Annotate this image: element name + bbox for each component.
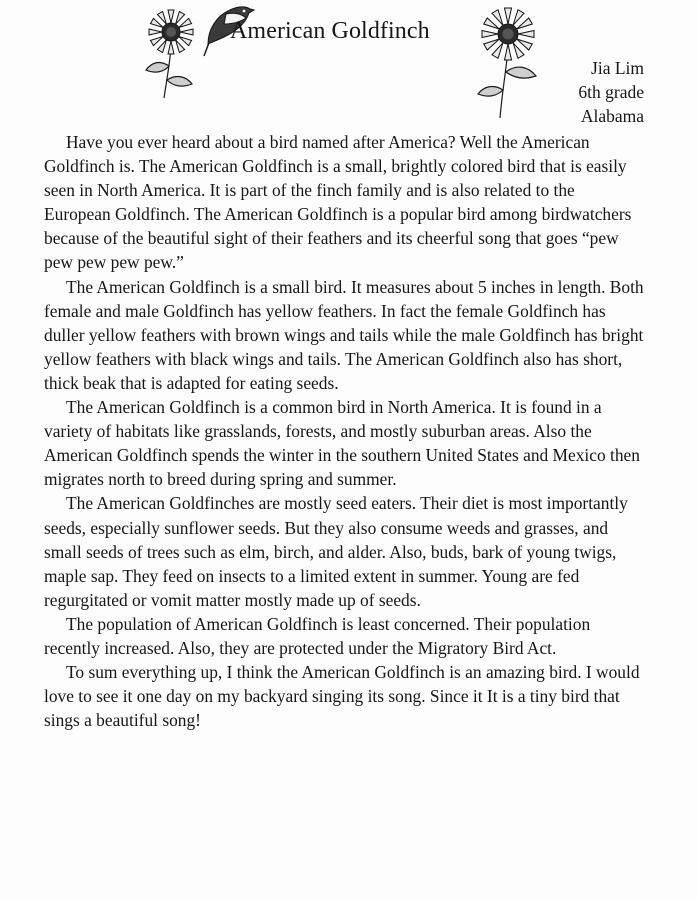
page-title: American Goldfinch bbox=[230, 18, 430, 44]
paragraph-intro: Have you ever heard about a bird named after America? Well the American Goldfinch is. The American Goldfinch is a small, brightly colored bird that is easily seen in North America. It is part of the finch family and is also related to the European Goldfinch. The American Goldfinch is a popular bird among birdwatchers because of the beautiful sight of their feathers and its cheerful song that goes “pew pew pew pew pew.” bbox=[44, 132, 632, 273]
paragraph-size: The American Goldfinch is a small bird. It measures about 5 inches in length. Both female and male Goldfinch has yellow feathers. In fact the female Goldfinch has duller yellow feathers with brown wings and tails while the male Goldfinch has bright yellow feathers with black wings and tails. The American Goldfinch also has short, thick beak that is adapted for eating seeds. bbox=[44, 276, 644, 393]
author-grade: 6th grade bbox=[578, 82, 644, 102]
paragraph-diet: The American Goldfinches are mostly seed eaters. Their diet is most importantly seeds, especially sunflower seeds. But they also consume weeds and grasses, and small seeds of trees such as elm, birch, and alder. Also, buds, bark of young twigs, maple sap. They feed on insects to a limited extent in summer. Young are fed regurgitated or vomit matter mostly made up of seeds. bbox=[44, 493, 628, 610]
paragraph-conclusion: To sum everything up, I think the American Goldfinch is an amazing bird. I would love to see it one day on my backyard singing its song. Since it It is a tiny bird that sings a beautiful song! bbox=[44, 662, 640, 731]
author-byline bbox=[578, 56, 644, 128]
author-name: Jia Lim bbox=[591, 58, 644, 78]
sunflower-left-illustration bbox=[140, 8, 202, 100]
paragraph-population: The population of American Goldfinch is least concerned. Their population recently increased. Also, they are protected under the Migratory Bird Act. bbox=[44, 613, 591, 658]
essay-body bbox=[44, 130, 644, 732]
author-state: Alabama bbox=[580, 106, 644, 126]
paragraph-habitat: The American Goldfinch is a common bird in North America. It is found in a variety of habitats like grasslands, forests, and mostly suburban areas. Also the American Goldfinch spends the winter in the southern United States and Mexico then migrates north to breed during spring and summer. bbox=[44, 397, 640, 490]
sunflower-right-illustration bbox=[468, 6, 546, 120]
